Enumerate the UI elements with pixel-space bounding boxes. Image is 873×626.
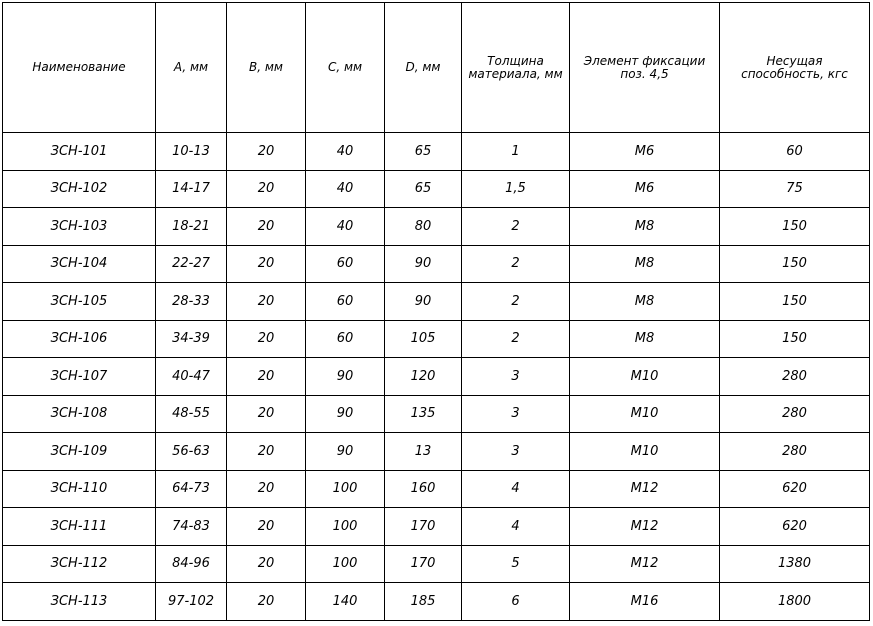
cell-fixing: M10 bbox=[570, 433, 720, 471]
cell-capacity: 1380 bbox=[720, 545, 870, 583]
cell-c: 40 bbox=[306, 208, 385, 246]
cell-d: 90 bbox=[385, 245, 462, 283]
header-material-thickness: Толщина материала, мм bbox=[462, 3, 570, 133]
cell-fixing: M12 bbox=[570, 470, 720, 508]
cell-capacity: 620 bbox=[720, 508, 870, 546]
cell-capacity: 280 bbox=[720, 358, 870, 396]
cell-capacity: 150 bbox=[720, 320, 870, 358]
cell-d: 80 bbox=[385, 208, 462, 246]
table-row bbox=[3, 395, 870, 433]
cell-a: 74-83 bbox=[156, 508, 227, 546]
cell-d: 65 bbox=[385, 133, 462, 171]
specs-table bbox=[2, 2, 870, 621]
header-a-mm: A, мм bbox=[156, 3, 227, 133]
cell-c: 60 bbox=[306, 283, 385, 321]
cell-d: 90 bbox=[385, 283, 462, 321]
table-row bbox=[3, 283, 870, 321]
cell-b: 20 bbox=[227, 245, 306, 283]
cell-name: ЗСН-111 bbox=[3, 508, 156, 546]
cell-thickness: 4 bbox=[462, 508, 570, 546]
cell-c: 60 bbox=[306, 320, 385, 358]
cell-capacity: 620 bbox=[720, 470, 870, 508]
cell-a: 56-63 bbox=[156, 433, 227, 471]
cell-a: 84-96 bbox=[156, 545, 227, 583]
table-header bbox=[3, 3, 870, 133]
cell-thickness: 3 bbox=[462, 433, 570, 471]
cell-capacity: 75 bbox=[720, 170, 870, 208]
table-row bbox=[3, 245, 870, 283]
header-load-capacity: Несущая способность, кгс bbox=[720, 3, 870, 133]
cell-b: 20 bbox=[227, 545, 306, 583]
cell-fixing: M12 bbox=[570, 508, 720, 546]
cell-b: 20 bbox=[227, 395, 306, 433]
cell-d: 135 bbox=[385, 395, 462, 433]
cell-name: ЗСН-104 bbox=[3, 245, 156, 283]
cell-a: 40-47 bbox=[156, 358, 227, 396]
cell-capacity: 60 bbox=[720, 133, 870, 171]
cell-c: 90 bbox=[306, 433, 385, 471]
cell-b: 20 bbox=[227, 170, 306, 208]
table-row bbox=[3, 470, 870, 508]
cell-c: 60 bbox=[306, 245, 385, 283]
cell-d: 105 bbox=[385, 320, 462, 358]
cell-name: ЗСН-102 bbox=[3, 170, 156, 208]
cell-a: 28-33 bbox=[156, 283, 227, 321]
cell-c: 100 bbox=[306, 470, 385, 508]
cell-capacity: 150 bbox=[720, 208, 870, 246]
cell-name: ЗСН-108 bbox=[3, 395, 156, 433]
table-row bbox=[3, 208, 870, 246]
cell-b: 20 bbox=[227, 320, 306, 358]
cell-c: 100 bbox=[306, 545, 385, 583]
cell-a: 18-21 bbox=[156, 208, 227, 246]
cell-c: 90 bbox=[306, 358, 385, 396]
cell-name: ЗСН-101 bbox=[3, 133, 156, 171]
cell-name: ЗСН-106 bbox=[3, 320, 156, 358]
cell-b: 20 bbox=[227, 508, 306, 546]
cell-fixing: M10 bbox=[570, 358, 720, 396]
table-row bbox=[3, 545, 870, 583]
cell-thickness: 5 bbox=[462, 545, 570, 583]
cell-name: ЗСН-112 bbox=[3, 545, 156, 583]
cell-thickness: 4 bbox=[462, 470, 570, 508]
cell-thickness: 1 bbox=[462, 133, 570, 171]
table-row bbox=[3, 433, 870, 471]
cell-fixing: M10 bbox=[570, 395, 720, 433]
cell-fixing: M6 bbox=[570, 133, 720, 171]
cell-capacity: 150 bbox=[720, 283, 870, 321]
cell-d: 13 bbox=[385, 433, 462, 471]
cell-c: 100 bbox=[306, 508, 385, 546]
cell-fixing: M8 bbox=[570, 208, 720, 246]
cell-d: 170 bbox=[385, 508, 462, 546]
header-b-mm: B, мм bbox=[227, 3, 306, 133]
cell-name: ЗСН-103 bbox=[3, 208, 156, 246]
header-name: Наименование bbox=[3, 3, 156, 133]
cell-name: ЗСН-110 bbox=[3, 470, 156, 508]
header-row bbox=[3, 3, 870, 133]
cell-a: 64-73 bbox=[156, 470, 227, 508]
cell-thickness: 1,5 bbox=[462, 170, 570, 208]
cell-fixing: M6 bbox=[570, 170, 720, 208]
table-row bbox=[3, 170, 870, 208]
cell-b: 20 bbox=[227, 283, 306, 321]
header-d-mm: D, мм bbox=[385, 3, 462, 133]
cell-b: 20 bbox=[227, 208, 306, 246]
cell-b: 20 bbox=[227, 470, 306, 508]
table-row bbox=[3, 133, 870, 171]
cell-a: 97-102 bbox=[156, 583, 227, 621]
cell-fixing: M8 bbox=[570, 245, 720, 283]
cell-name: ЗСН-105 bbox=[3, 283, 156, 321]
cell-thickness: 6 bbox=[462, 583, 570, 621]
cell-fixing: M8 bbox=[570, 320, 720, 358]
cell-thickness: 2 bbox=[462, 320, 570, 358]
header-c-mm: C, мм bbox=[306, 3, 385, 133]
header-fixing-element: Элемент фиксации поз. 4,5 bbox=[570, 3, 720, 133]
cell-b: 20 bbox=[227, 133, 306, 171]
cell-name: ЗСН-107 bbox=[3, 358, 156, 396]
cell-name: ЗСН-113 bbox=[3, 583, 156, 621]
cell-c: 40 bbox=[306, 133, 385, 171]
cell-c: 140 bbox=[306, 583, 385, 621]
cell-thickness: 3 bbox=[462, 358, 570, 396]
cell-d: 120 bbox=[385, 358, 462, 396]
cell-fixing: M16 bbox=[570, 583, 720, 621]
cell-a: 14-17 bbox=[156, 170, 227, 208]
table-row bbox=[3, 583, 870, 621]
cell-b: 20 bbox=[227, 583, 306, 621]
cell-capacity: 280 bbox=[720, 433, 870, 471]
cell-capacity: 280 bbox=[720, 395, 870, 433]
cell-c: 90 bbox=[306, 395, 385, 433]
cell-a: 22-27 bbox=[156, 245, 227, 283]
cell-thickness: 2 bbox=[462, 208, 570, 246]
cell-b: 20 bbox=[227, 358, 306, 396]
cell-capacity: 1800 bbox=[720, 583, 870, 621]
cell-c: 40 bbox=[306, 170, 385, 208]
table-row bbox=[3, 508, 870, 546]
cell-capacity: 150 bbox=[720, 245, 870, 283]
cell-d: 160 bbox=[385, 470, 462, 508]
cell-d: 170 bbox=[385, 545, 462, 583]
table-row bbox=[3, 320, 870, 358]
cell-b: 20 bbox=[227, 433, 306, 471]
cell-a: 48-55 bbox=[156, 395, 227, 433]
cell-name: ЗСН-109 bbox=[3, 433, 156, 471]
table-body bbox=[3, 133, 870, 621]
cell-d: 65 bbox=[385, 170, 462, 208]
cell-fixing: M12 bbox=[570, 545, 720, 583]
cell-a: 10-13 bbox=[156, 133, 227, 171]
table-row bbox=[3, 358, 870, 396]
cell-thickness: 2 bbox=[462, 245, 570, 283]
cell-fixing: M8 bbox=[570, 283, 720, 321]
cell-thickness: 3 bbox=[462, 395, 570, 433]
cell-a: 34-39 bbox=[156, 320, 227, 358]
cell-d: 185 bbox=[385, 583, 462, 621]
cell-thickness: 2 bbox=[462, 283, 570, 321]
